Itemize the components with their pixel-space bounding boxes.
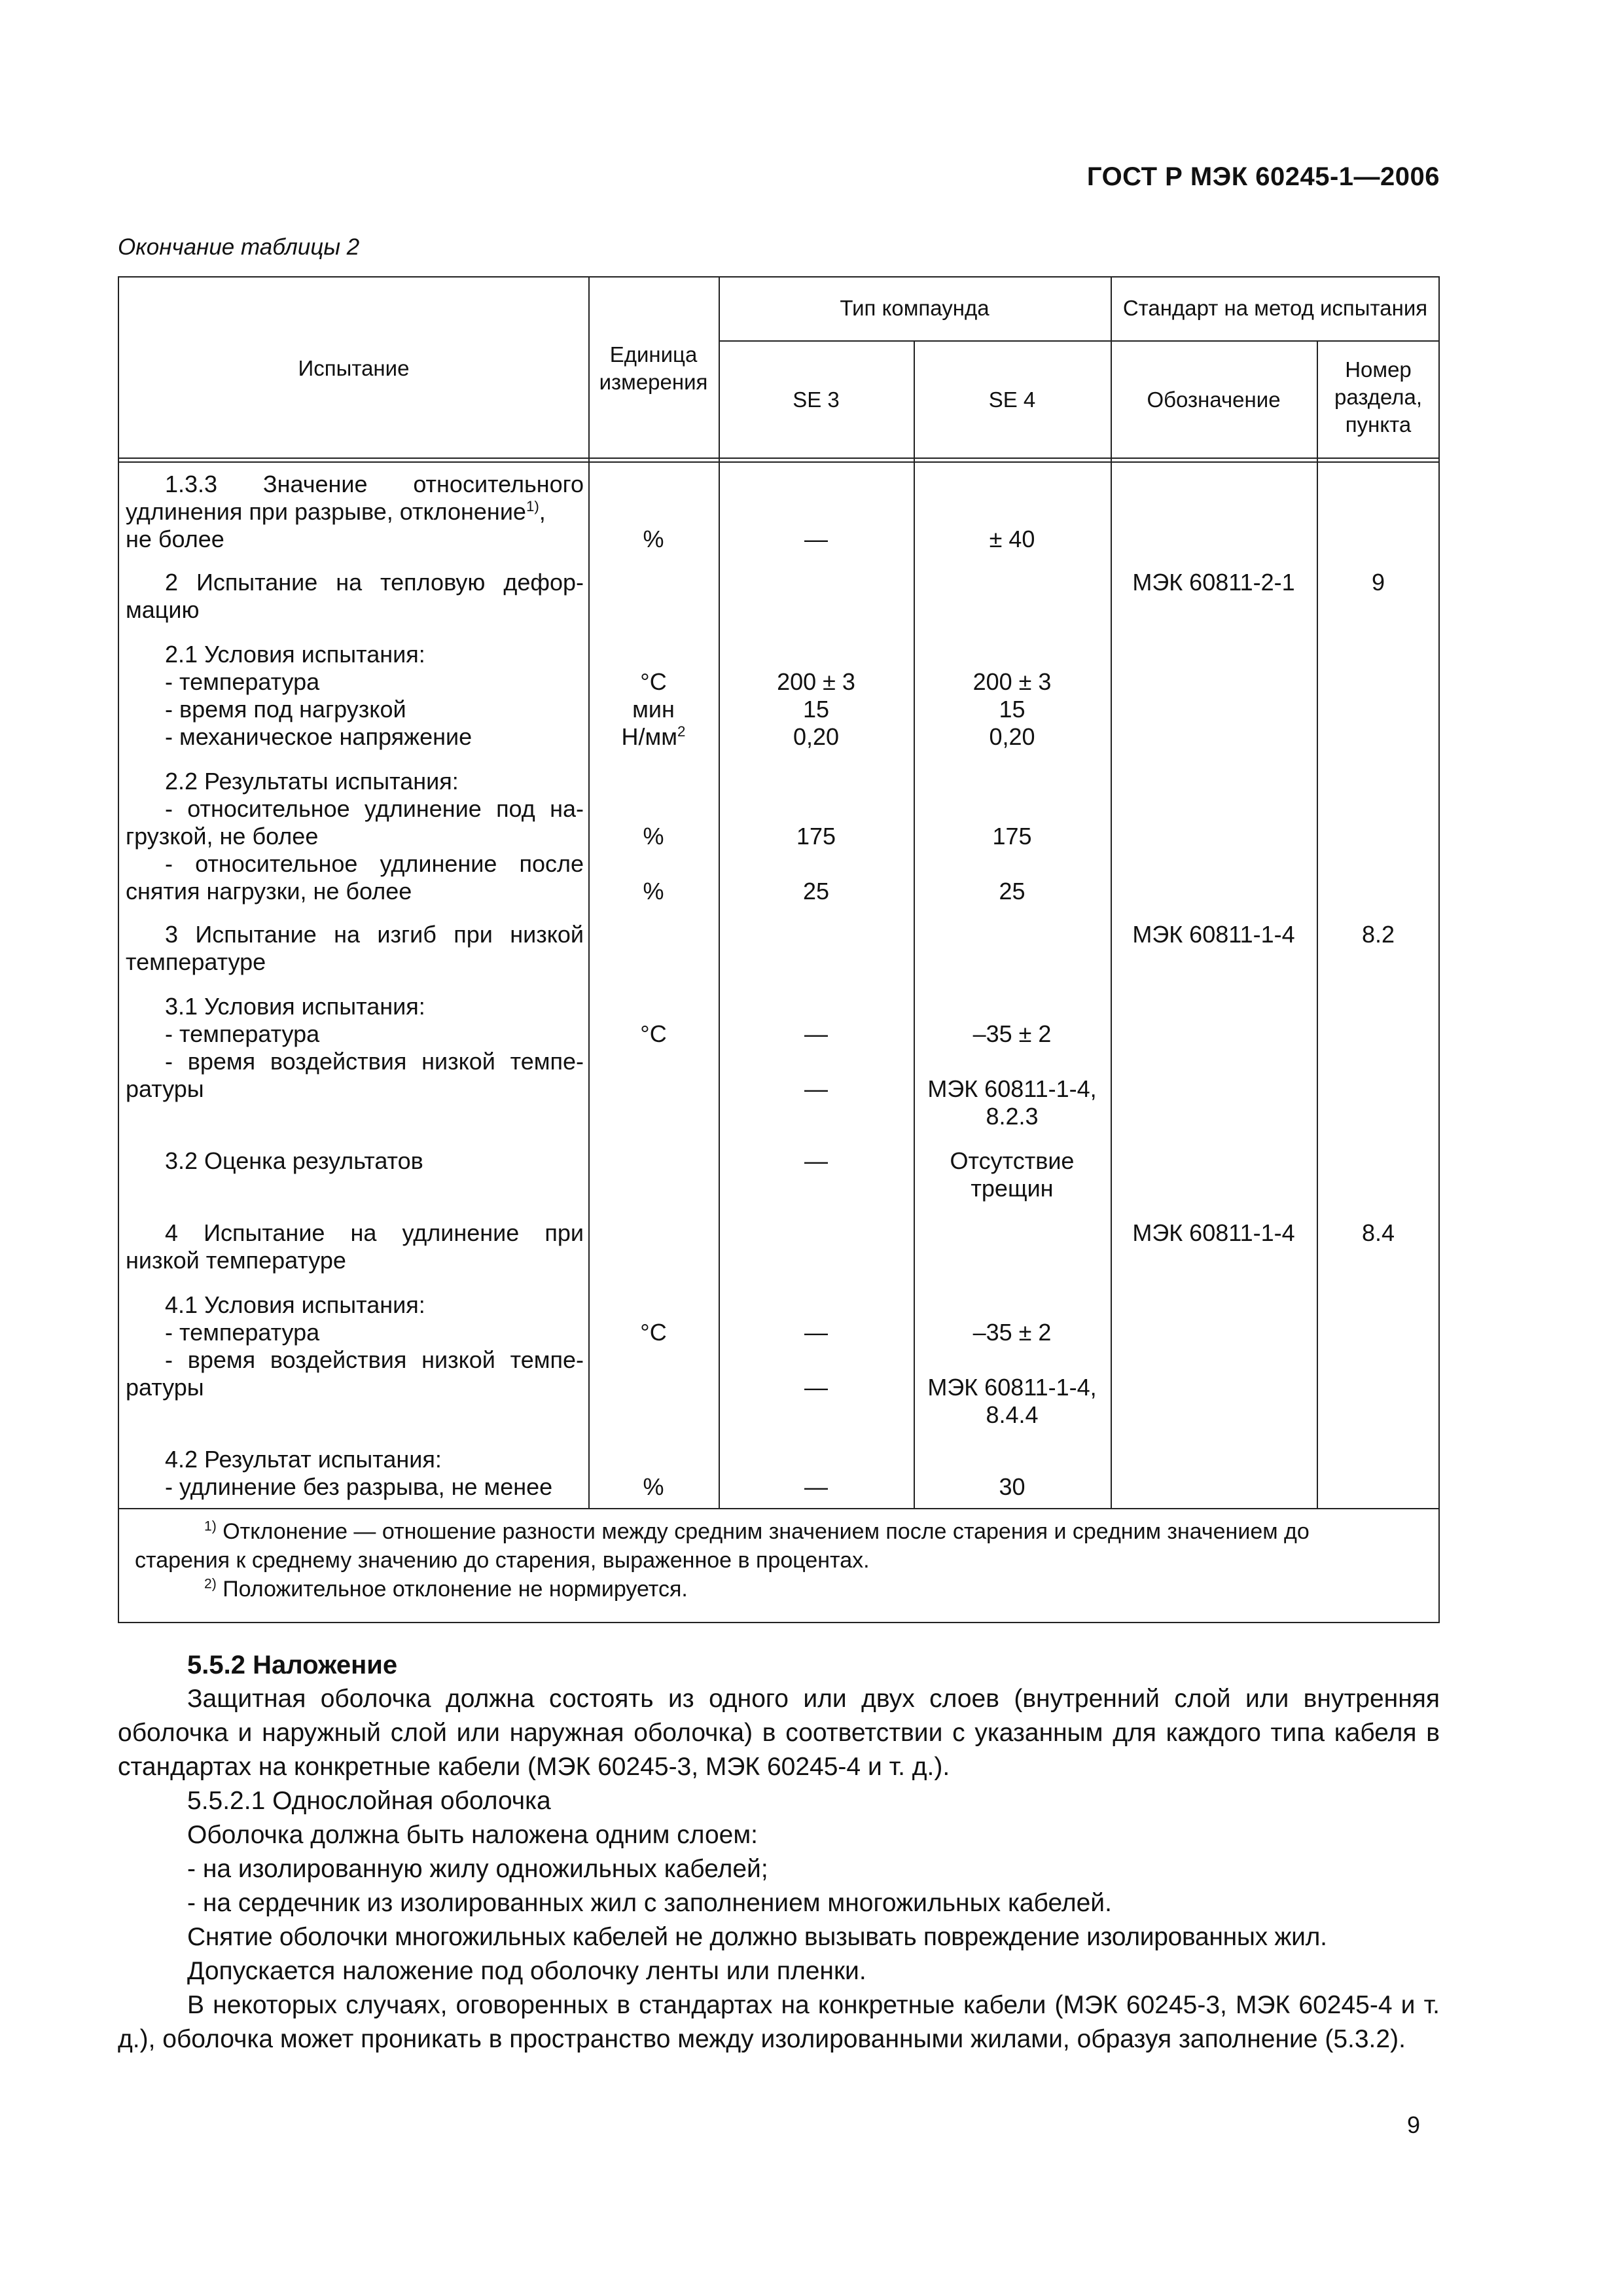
standard-designation: МЭК 60811-1-4 (1132, 1219, 1295, 1246)
test-text: 3.1 Условия испытания: (165, 993, 425, 1020)
unit-value: % (643, 878, 664, 905)
footnote-marker: 1) (204, 1518, 217, 1534)
footnote-marker: 2) (204, 1576, 217, 1592)
unit-value: % (643, 823, 664, 850)
footnote-divider (119, 1508, 1440, 1509)
standard-designation: МЭК 60811-1-4 (1132, 921, 1295, 948)
header-designation: Обозначение (1147, 387, 1281, 412)
header-bottom-rule (119, 461, 1440, 463)
se4-value: 25 (999, 878, 1026, 905)
se3-value: — (804, 1319, 828, 1346)
se3-value: 15 (802, 696, 830, 723)
unit-superscript: 2 (677, 723, 686, 740)
test-text: низкой температуре (126, 1247, 346, 1274)
se3-value: — (804, 1147, 828, 1174)
unit-value: °С (640, 1319, 667, 1346)
test-text: 3.2 Оценка результатов (165, 1147, 423, 1174)
se4-value: 0,20 (989, 723, 1035, 750)
table-caption: Окончание таблицы 2 (118, 234, 360, 260)
unit-value (588, 723, 719, 751)
test-text: 2 Испытание на тепловую дефор- (165, 569, 584, 596)
se3-value: — (804, 1374, 828, 1401)
test-text: 2.2 Результаты испытания: (165, 768, 459, 795)
test-text: - механическое напряжение (165, 723, 473, 750)
header-section-line: Номер (1345, 357, 1412, 382)
unit-text: Н/мм (621, 723, 678, 750)
test-text: - относительное удлинение под на- (165, 795, 584, 822)
subsection-heading: 5.5.2.1 Однослойная оболочка (187, 1787, 551, 1815)
header-test: Испытание (298, 356, 410, 380)
unit-value: мин (632, 696, 675, 723)
footnote-text: Отклонение — отношение разности между средним значением после старения и средним значением до (223, 1519, 1310, 1544)
results-table (118, 276, 1440, 1623)
section-number: 8.2 (1361, 921, 1395, 948)
header-section-number (1317, 356, 1440, 439)
body-paragraph: Снятие оболочки многожильных кабелей не должно вызывать повреждение изолированных жил. (187, 1923, 1327, 1951)
section-heading: 5.5.2 Наложение (187, 1651, 398, 1679)
test-text-part: , (539, 498, 546, 525)
test-text (126, 498, 546, 526)
test-text: 3 Испытание на изгиб при низкой (165, 921, 584, 948)
se4-value: Отсутствие (950, 1147, 1075, 1174)
header-standard: Стандарт на метод испытания (1122, 296, 1428, 320)
test-text: - относительное удлинение после (165, 850, 584, 877)
header-unit-line: Единица (609, 342, 698, 367)
se3-value: — (804, 1020, 828, 1047)
test-text: - время воздействия низкой темпе- (165, 1048, 584, 1075)
test-text: ратуры (126, 1374, 204, 1401)
se4-value: –35 ± 2 (972, 1319, 1052, 1346)
se4-value: трещин (971, 1175, 1054, 1202)
test-text-part: удлинения при разрыве, отклонение (126, 498, 526, 525)
body-paragraph: Оболочка должна быть наложена одним слоем: (187, 1821, 758, 1849)
list-item: - на изолированную жилу одножильных кабелей; (187, 1855, 768, 1883)
test-text: температуре (126, 948, 266, 975)
document-header: ГОСТ Р МЭК 60245-1—2006 (1086, 162, 1440, 191)
header-section-line: раздела, (1334, 385, 1423, 409)
section-number: 8.4 (1361, 1219, 1395, 1246)
page-number: 9 (1407, 2111, 1421, 2138)
test-text: - время воздействия низкой темпе- (165, 1346, 584, 1373)
body-paragraph: В некоторых случаях, оговоренных в стандартах на конкретные кабели (МЭК 60245-3, МЭК 60245-4 и т. д.), оболочка может проникать в пространство между изолированными жилами, образуя заполнение (5.3.2). (118, 1991, 1440, 2053)
header-se4: SE 4 (988, 387, 1036, 412)
test-text: 4.2 Результат испытания: (165, 1446, 442, 1473)
se4-value: 8.4.4 (986, 1401, 1039, 1428)
se3-value: — (804, 1075, 828, 1102)
footnote-text: Положительное отклонение не нормируется. (223, 1577, 688, 1602)
footnote-line: старения к среднему значению до старения, выраженное в процентах. (135, 1548, 870, 1573)
unit-value: % (643, 1473, 664, 1500)
body-paragraph: Защитная оболочка должна состоять из одного или двух слоев (внутренний слой или внутренняя оболочка и наружный слой или наружная оболочка) в соответствии с указанным для каждого типа кабеля в стандартах на конкретные кабели (МЭК 60245-3, МЭК 60245-4 и т. д.). (118, 1685, 1440, 1781)
test-text: не более (126, 526, 224, 552)
header-se3: SE 3 (793, 387, 840, 412)
se4-value: 30 (999, 1473, 1026, 1500)
test-text: - температура (165, 1319, 320, 1346)
test-text: 4 Испытание на удлинение при (165, 1219, 584, 1246)
se3-value: 0,20 (793, 723, 840, 750)
header-bottom-rule (119, 457, 1440, 459)
table-footnote-1 (135, 1517, 1431, 1604)
header-divider (719, 340, 1440, 342)
se4-value: ± 40 (989, 526, 1035, 552)
header-unit-line: измерения (599, 370, 708, 394)
test-text: снятия нагрузки, не более (126, 878, 412, 905)
se4-value: 175 (992, 823, 1032, 850)
test-text: - время под нагрузкой (165, 696, 406, 723)
se3-value: — (804, 1473, 828, 1500)
se4-value: 200 ± 3 (972, 668, 1052, 695)
test-text: ратуры (126, 1075, 204, 1102)
test-text: - температура (165, 1020, 320, 1047)
test-text: - температура (165, 668, 320, 695)
se3-value: 175 (796, 823, 836, 850)
test-text: грузкой, не более (126, 823, 319, 850)
se4-value: 15 (999, 696, 1026, 723)
se3-value: 25 (802, 878, 830, 905)
test-text: мацию (126, 596, 200, 623)
footnote-line (135, 1575, 1431, 1604)
test-text: 2.1 Условия испытания: (165, 641, 425, 668)
footnote-line (135, 1517, 1431, 1546)
se3-value: — (804, 526, 828, 552)
se4-value: –35 ± 2 (972, 1020, 1052, 1047)
header-section-line: пункта (1345, 412, 1412, 437)
unit-value: % (643, 526, 664, 552)
section-number: 9 (1371, 569, 1385, 596)
standard-designation: МЭК 60811-2-1 (1132, 569, 1295, 596)
test-text: - удлинение без разрыва, не менее (165, 1473, 553, 1500)
se4-value: МЭК 60811-1-4, (927, 1374, 1097, 1401)
header-unit (588, 341, 719, 396)
footnote-ref: 1) (526, 498, 539, 514)
se3-value: 200 ± 3 (777, 668, 855, 695)
unit-value: °С (640, 1020, 667, 1047)
body-paragraph: Допускается наложение под оболочку ленты или пленки. (187, 1957, 866, 1985)
se4-value: МЭК 60811-1-4, (927, 1075, 1097, 1102)
header-compound-type: Тип компаунда (840, 296, 990, 320)
unit-value: °С (640, 668, 667, 695)
test-text: 4.1 Условия испытания: (165, 1291, 425, 1318)
test-text: 1.3.3 Значение относительного (165, 471, 584, 497)
list-item: - на сердечник из изолированных жил с заполнением многожильных кабелей. (187, 1889, 1112, 1917)
se4-value: 8.2.3 (986, 1103, 1039, 1130)
